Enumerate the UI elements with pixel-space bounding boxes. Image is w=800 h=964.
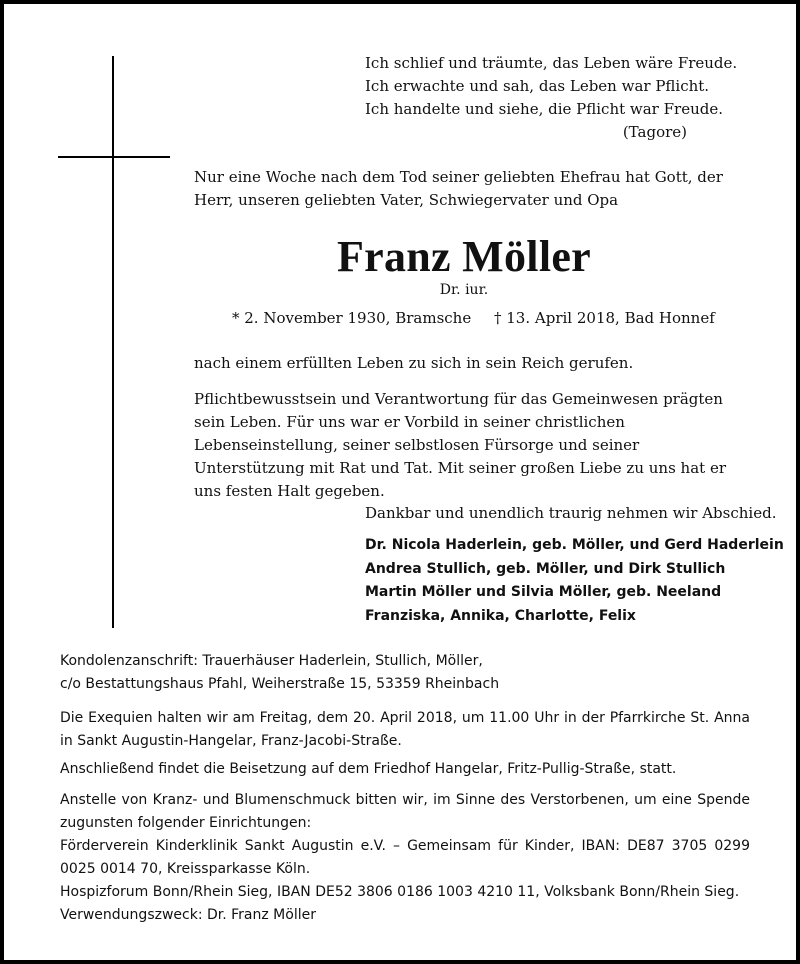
mourner-line: Franziska, Annika, Charlotte, Felix (365, 607, 636, 624)
burial-info: Anschließend findet die Beisetzung auf dem Friedhof Hangelar, Fritz-Pullig-Straße, statt. (60, 761, 677, 777)
birth-date: * 2. November 1930, Bramsche (232, 309, 472, 327)
deceased-name: Franz Möller (336, 232, 592, 281)
donation-info (60, 789, 750, 927)
tribute-paragraph: Pflichtbewusstsein und Verantwortung für das Gemeinwesen prägten sein Leben. Für uns war er Vorbild in seiner christlichen Lebenseinstellung, seiner selbstlosen Fürsorge und seiner Unterstützung mit Rat und Tat. Mit seiner großen Liebe zu uns hat er uns festen Halt gegeben. (194, 390, 726, 500)
motto-line: Ich schlief und träumte, das Leben wäre Freude. (365, 54, 738, 72)
called-home-text: nach einem erfüllten Leben zu sich in sein Reich gerufen. (194, 354, 634, 372)
mourner-line: Martin Möller und Silvia Möller, geb. Neeland (365, 584, 722, 600)
death-date: † 13. April 2018, Bad Honnef (494, 309, 715, 327)
motto-line: Ich erwachte und sah, das Leben war Pflicht. (365, 77, 710, 95)
donation-org-kinderklinik: Förderverein Kinderklinik Sankt Augustin e.V. – Gemeinsam für Kinder, IBAN: DE87 3705 0299 0025 0014 70, Kreissparkasse Köln. (60, 838, 750, 877)
cross-horizontal-bar (58, 156, 170, 158)
donation-org-hospizforum: Hospizforum Bonn/Rhein Sieg, IBAN DE52 3806 0186 1003 4210 11, Volksbank Bonn/Rhein Sieg. (60, 884, 740, 900)
donation-purpose: Verwendungszweck: Dr. Franz Möller (60, 907, 316, 923)
deceased-title: Dr. iur. (439, 282, 489, 298)
motto-line: Ich handelte und siehe, die Pflicht war Freude. (365, 100, 723, 118)
motto-quote (365, 52, 738, 144)
mourner-line: Dr. Nicola Haderlein, geb. Möller, und Gerd Haderlein (365, 537, 784, 553)
condolence-address-line1: Kondolenzanschrift: Trauerhäuser Haderlein, Stullich, Möller, (60, 653, 483, 669)
mourners-list (365, 534, 785, 628)
mourner-line: Andrea Stullich, geb. Möller, und Dirk Stullich (365, 560, 726, 577)
motto-source: (Tagore) (622, 123, 687, 141)
cross-vertical-bar (112, 56, 114, 628)
exequies-info: Die Exequien halten wir am Freitag, dem 20. April 2018, um 11.00 Uhr in der Pfarrkirche St. Anna in Sankt Augustin-Hangelar, Franz-Jacobi-Straße. (60, 710, 750, 749)
donation-intro: Anstelle von Kranz- und Blumenschmuck bitten wir, im Sinne des Verstorbenen, um eine Spende zugunsten folgender Einrichtungen: (60, 792, 750, 831)
intro-text: Nur eine Woche nach dem Tod seiner geliebten Ehefrau hat Gott, der Herr, unseren geliebten Vater, Schwiegervater und Opa (194, 168, 723, 209)
farewell-text: Dankbar und unendlich traurig nehmen wir Abschied. (365, 504, 777, 522)
condolence-address-line2: c/o Bestattungshaus Pfahl, Weiherstraße 15, 53359 Rheinbach (60, 676, 500, 692)
